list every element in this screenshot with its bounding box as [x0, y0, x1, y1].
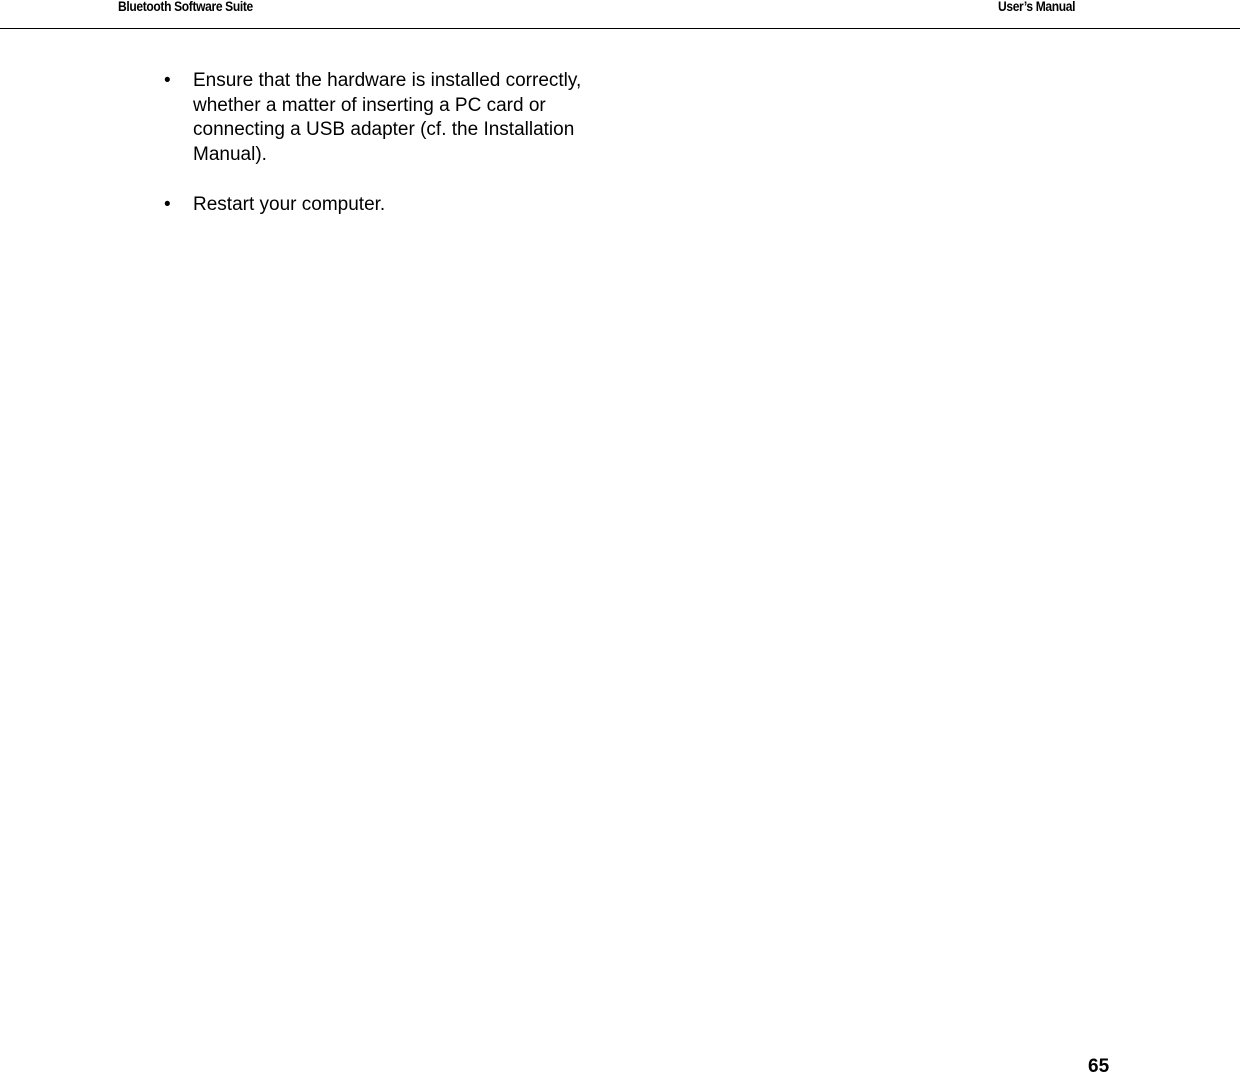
header-manual-title: User’s Manual — [998, 0, 1076, 14]
bullet-icon: • — [164, 194, 171, 215]
instruction-list — [164, 69, 604, 244]
list-item-text: Ensure that the hardware is installed correctly, whether a matter of inserting a PC card or connecting a USB adapter (cf. the Installation Manual). — [193, 70, 582, 165]
bullet-icon: • — [164, 70, 171, 91]
list-item — [164, 193, 604, 218]
header-document-title: Bluetooth Software Suite — [118, 0, 253, 14]
list-item — [164, 69, 604, 167]
page-number: 65 — [1088, 1056, 1110, 1077]
page-header — [0, 0, 1240, 29]
list-item-text: Restart your computer. — [193, 194, 386, 215]
